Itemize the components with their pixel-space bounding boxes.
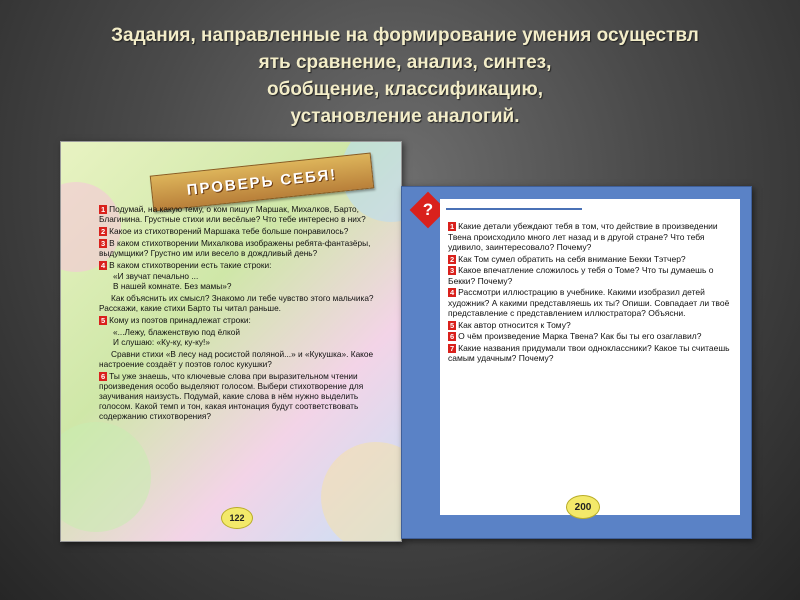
question-item — [448, 343, 737, 364]
question-text: Как объяснить их смысл? Знакомо ли тебе чувство этого мальчика? Расскажи, какие стихи Барто ты читал раньше. — [99, 293, 374, 314]
question-item — [448, 265, 737, 286]
question-mark: ? — [422, 200, 434, 219]
question-item — [448, 254, 737, 265]
textbook-page-left — [60, 141, 402, 542]
question-text: Какие названия придумали твои одноклассники? Какое ты считаешь самым удачным? Почему? — [448, 342, 730, 363]
poem-line: И слушаю: «Ку-ку, ку-ку!» — [113, 336, 210, 347]
question-number: 6 — [450, 332, 455, 341]
question-number: 1 — [450, 222, 455, 231]
question-text: В каком стихотворении есть такие строки: — [109, 259, 272, 270]
textbook-page-right — [401, 186, 752, 539]
question-item — [99, 238, 377, 258]
question-item — [448, 320, 737, 331]
question-item — [448, 331, 737, 342]
title-line: обобщение, классификацию, — [266, 79, 543, 100]
title-line: установление аналогий. — [290, 106, 520, 127]
check-yourself-banner — [150, 152, 375, 211]
question-number: 2 — [450, 254, 455, 264]
poem-line: В нашей комнате. Без мамы»? — [113, 281, 232, 292]
title-line: Задания, направленные на формирование умения осуществл — [111, 25, 699, 46]
poem-line: «...Лежу, блаженствую под ёлкой — [113, 326, 240, 337]
question-text: Как автор относится к Тому? — [458, 319, 571, 330]
title-line: ять сравнение, анализ, синтез, — [258, 52, 552, 73]
question-text: Какие детали убеждают тебя в том, что действие в произведении Твена происходило много лет назад и в другой стране? Что тебя удивило, заинтересовало? Почему? — [448, 221, 718, 252]
question-number: 7 — [450, 343, 455, 353]
page-number-badge: 122 — [221, 507, 253, 529]
question-number: 4 — [450, 288, 455, 297]
decor-shape — [321, 442, 402, 542]
question-item — [448, 287, 737, 319]
question-item — [448, 221, 737, 253]
question-number: 6 — [101, 371, 106, 381]
question-text: Подумай, на какую тему, о ком пишут Маршак, Михалков, Барто, Благинина. Грустные стихи или весёлые? Что тебе интересно в них? — [99, 204, 366, 225]
right-questions-panel — [440, 199, 740, 515]
question-text: Ты уже знаешь, что ключевые слова при выразительном чтении произведения особо выделяют голосом. Выбери стихотворение для заучивания наизусть. Подумай, какие слова в нём нужно выделить голосом. Какой темп и тон, какая интонация будут соответствовать содержанию стихотворения? — [99, 370, 364, 422]
page-number-badge: 200 — [566, 495, 600, 519]
question-text: О чём произведение Марка Твена? Как бы ты его озаглавил? — [458, 331, 702, 341]
question-item — [99, 226, 377, 236]
question-item — [99, 315, 377, 325]
question-number: 2 — [101, 226, 106, 236]
divider — [446, 208, 582, 210]
question-number: 5 — [101, 316, 106, 326]
question-text: Как Том сумел обратить на себя внимание Бекки Тэтчер? — [458, 253, 686, 264]
question-text: Сравни стихи «В лесу над росистой поляной...» и «Кукушка». Какое настроение создаёт у поэтов голос кукушки? — [99, 348, 374, 369]
question-number: 3 — [101, 238, 106, 248]
question-text: Какое из стихотворений Маршака тебе больше понравилось? — [109, 225, 349, 236]
left-questions — [99, 204, 377, 423]
decor-shape — [60, 422, 151, 532]
question-text: Рассмотри иллюстрацию в учебнике. Какими изобразил детей художник? А какими представляешь их ты? Опиши. Совпадает ли твоё представление с представлением иллюстратора? Объясни. — [448, 287, 730, 318]
right-questions — [448, 221, 737, 365]
question-item — [99, 204, 377, 224]
question-number: 4 — [101, 260, 106, 270]
banner-text: ПРОВЕРЬ СЕБЯ! — [185, 165, 339, 199]
question-number: 3 — [450, 266, 455, 275]
question-text: Кому из поэтов принадлежат строки: — [109, 315, 251, 326]
question-number: 1 — [101, 205, 106, 214]
question-number: 5 — [450, 320, 455, 330]
poem-line: «И звучат печально ... — [113, 271, 199, 282]
question-text: Какое впечатление сложилось у тебя о Томе? Что ты думаешь о Бекки? Почему? — [448, 265, 714, 286]
slide-title — [40, 22, 770, 130]
question-item — [99, 371, 377, 422]
question-item — [99, 260, 377, 270]
question-text: В каком стихотворении Михалкова изображены ребята-фантазёры, выдумщики? Грустно им или весело в дождливый день? — [99, 237, 371, 258]
